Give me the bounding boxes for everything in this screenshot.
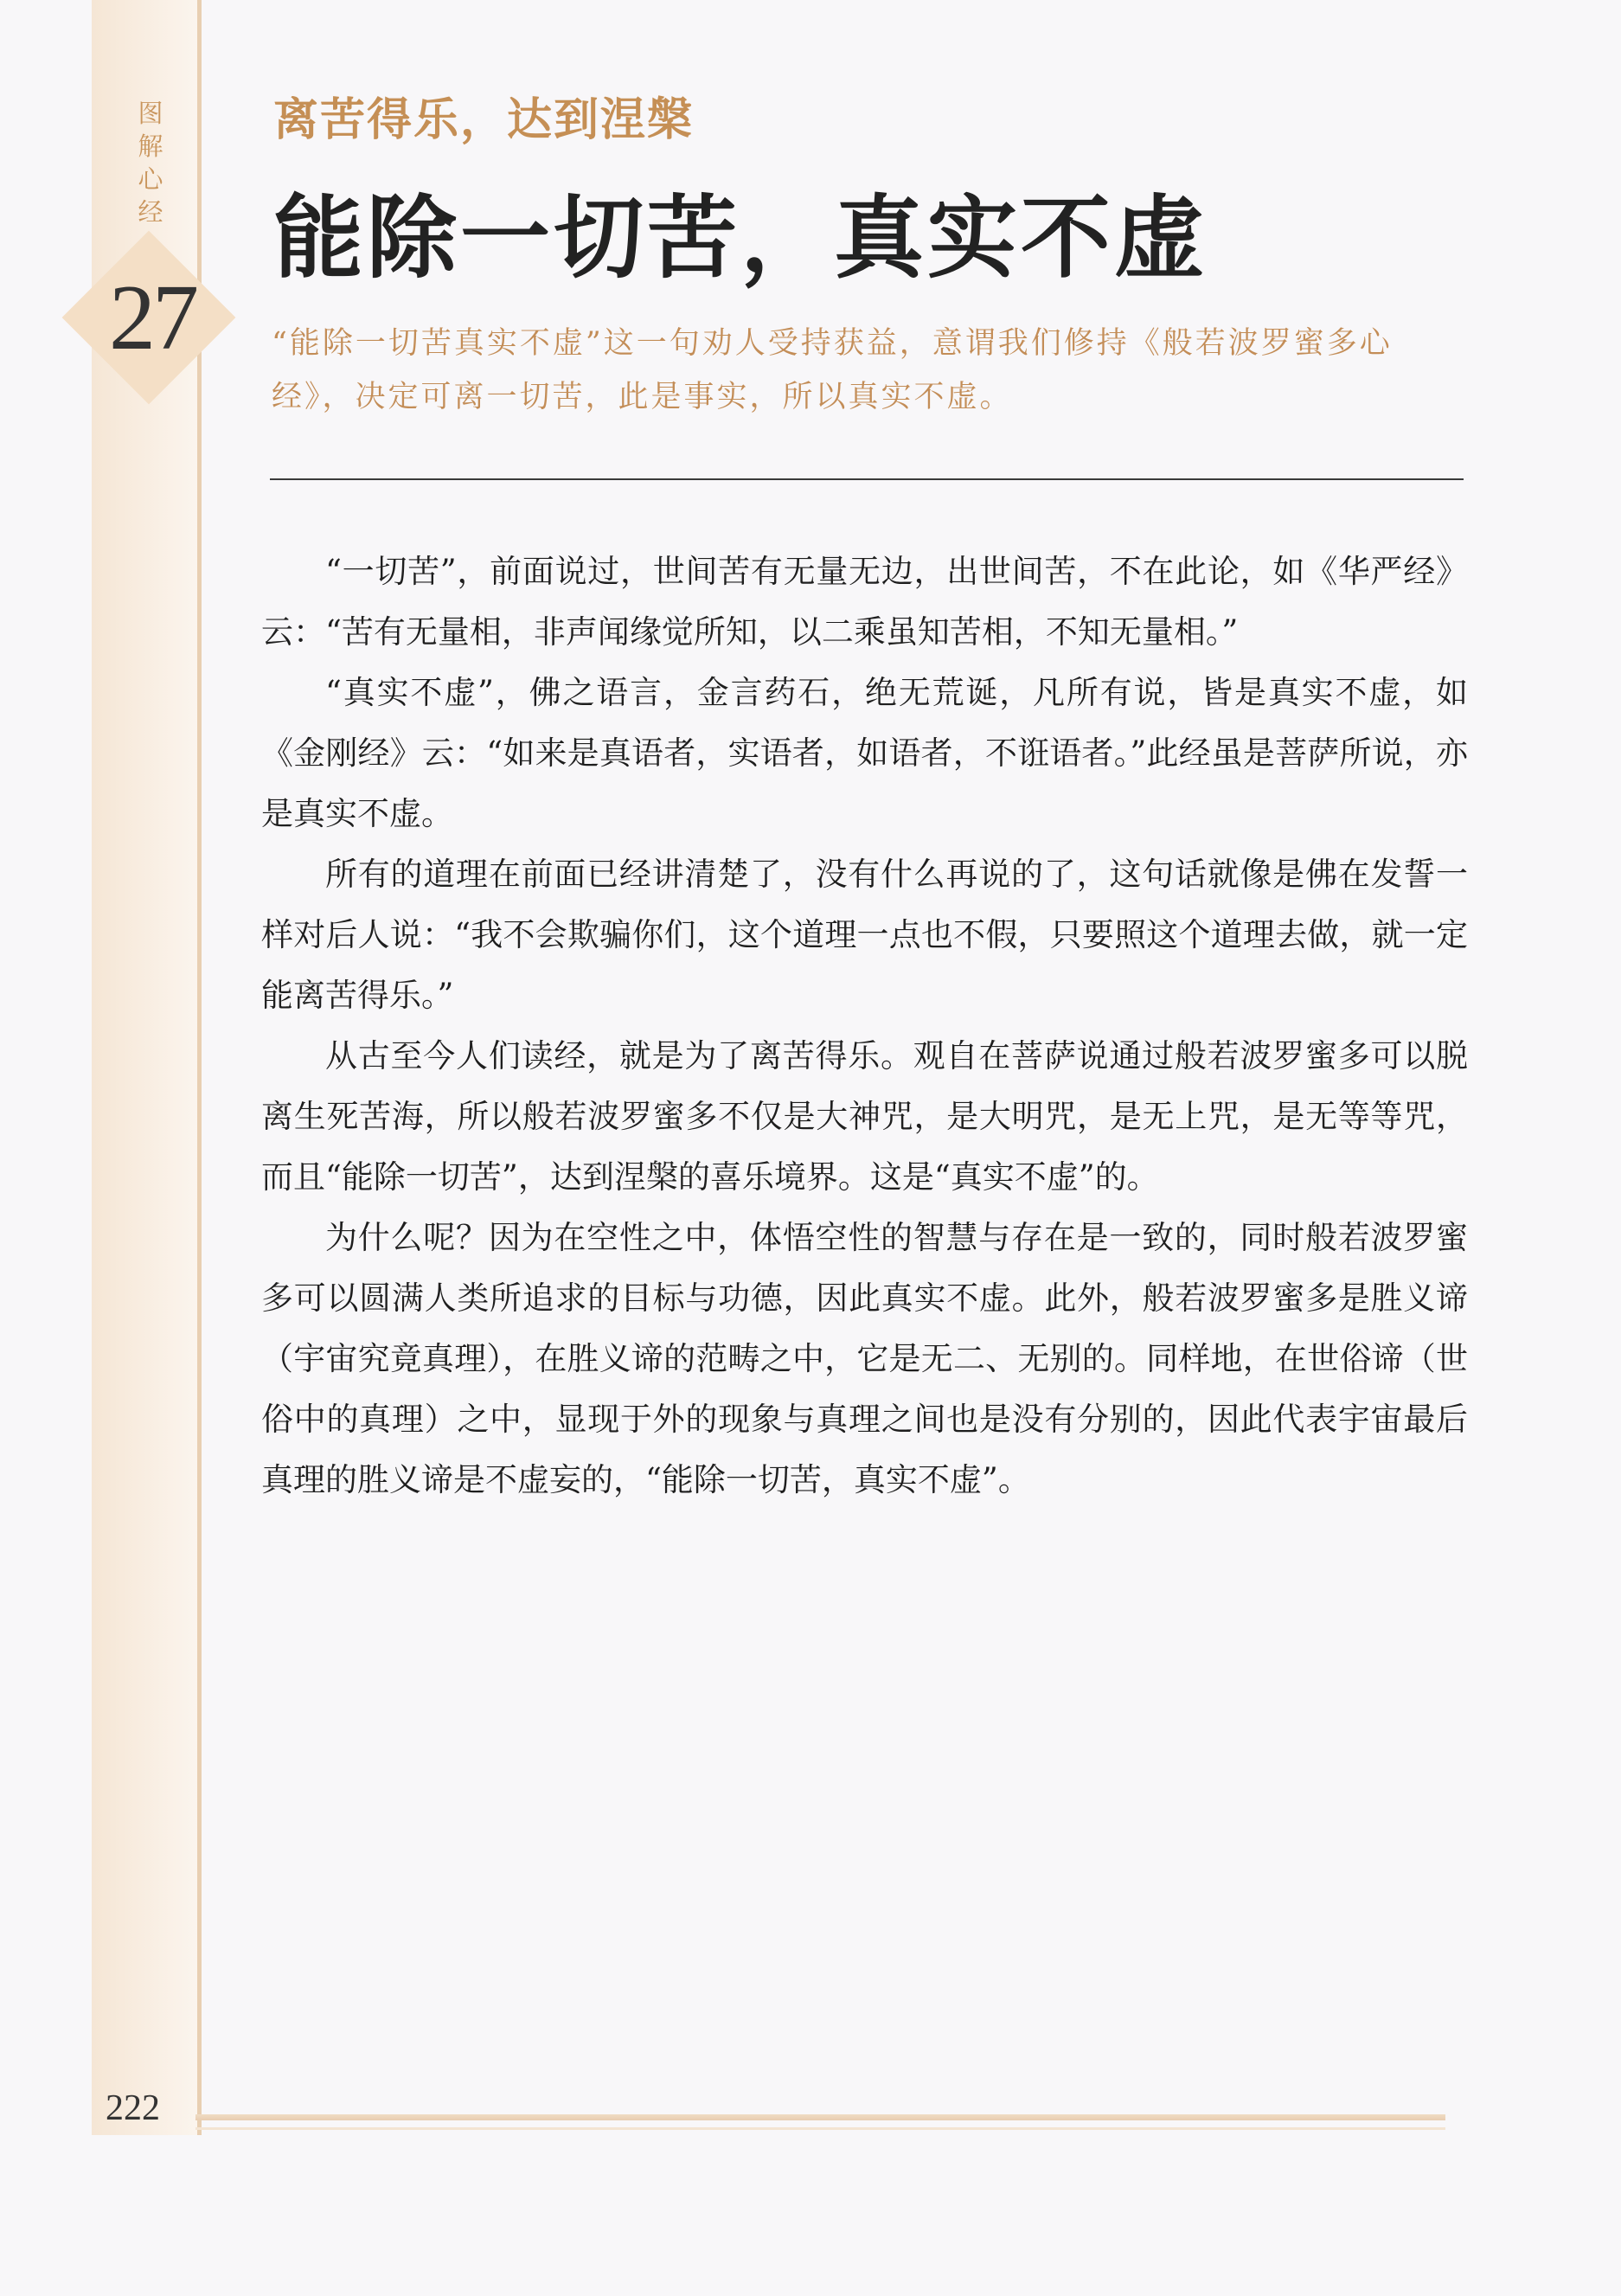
intro-summary: “能除一切苦真实不虚”这一句劝人受持获益，意谓我们修持《般若波罗蜜多心经》，决定可离一切苦，此是事实，所以真实不虚。 [272, 326, 1393, 414]
footer-rule [195, 2114, 1445, 2120]
chapter-number: 27 [109, 266, 195, 369]
footer-rule-thin [195, 2127, 1445, 2130]
header-rule [270, 478, 1464, 480]
paragraph: 为什么呢？因为在空性之中，体悟空性的智慧与存在是一致的，同时般若波罗蜜多可以圆满人类所追求的目标与功德，因此真实不虚。此外，般若波罗蜜多是胜义谛（宇宙究竟真理），在胜义谛的范畴之中，它是无二、无别的。同样地，在世俗谛（世俗中的真理）之中，显现于外的现象与真理之间也是没有分别的，因此代表宇宙最后真理的胜义谛是不虚妄的，“能除一切苦，真实不虚”。 [261, 1219, 1468, 1498]
page-title: 能除一切苦，真实不虚 [273, 184, 1208, 291]
paragraph: “一切苦”，前面说过，世间苦有无量无边，出世间苦，不在此论，如《华严经》云：“苦有无量相，非声闻缘觉所知，以二乘虽知苦相，不知无量相。” [261, 553, 1468, 651]
book-series-label: 图 解 心 经 [138, 99, 163, 227]
section-subtitle: 离苦得乐，达到涅槃 [273, 93, 695, 146]
body-text [261, 542, 1468, 1510]
paragraph: 所有的道理在前面已经讲清楚了，没有什么再说的了，这句话就像是佛在发誓一样对后人说：“我不会欺骗你们，这个道理一点也不假，只要照这个道理去做，就一定能离苦得乐。” [261, 856, 1468, 1014]
paragraph: “真实不虚”，佛之语言，金言药石，绝无荒诞，凡所有说，皆是真实不虚，如《金刚经》云：“如来是真语者，实语者，如语者，不诳语者。”此经虽是菩萨所说，亦是真实不虚。 [261, 674, 1468, 832]
paragraph: 从古至今人们读经，就是为了离苦得乐。观自在菩萨说通过般若波罗蜜多可以脱离生死苦海，所以般若波罗蜜多不仅是大神咒，是大明咒，是无上咒，是无等等咒，而且“能除一切苦”，达到涅槃的喜乐境界。这是“真实不虚”的。 [261, 1037, 1468, 1196]
page-number: 222 [106, 2088, 160, 2128]
